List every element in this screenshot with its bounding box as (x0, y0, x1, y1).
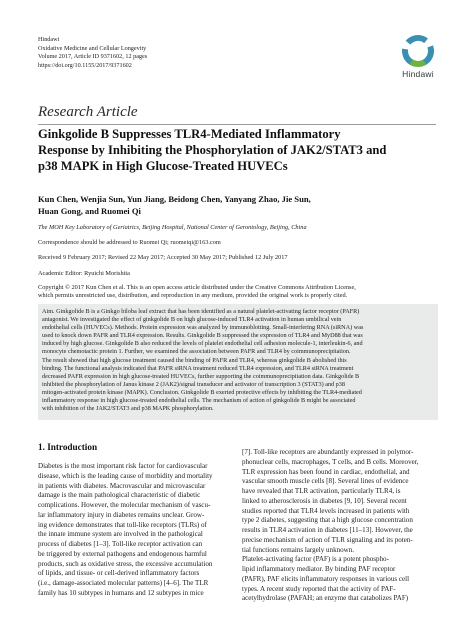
body-line: Platelet-activating factor (PAF) is a potent phospho- (242, 555, 389, 564)
body-line: precise mechanism of action of TLR signaling and its poten- (242, 535, 413, 544)
body-line: acetylhydrolase (PAFAH; an enzyme that catabolizes PAF) (242, 594, 409, 603)
body-line: [7]. Toll-like receptors are abundantly expressed in polymor- (242, 448, 414, 456)
title-line: Ginkgolide B Suppresses TLR4-Mediated Inflammatory (38, 127, 341, 141)
body-column-right (242, 448, 438, 604)
body-line: complications. However, the molecular mechanism of vascu- (38, 501, 211, 509)
body-line: (i.e., damage-associated molecular patterns) [4–6]. The TLR (38, 579, 209, 587)
body-line: phonuclear cells, macrophages, T cells, and B cells. Moreover, (242, 457, 419, 466)
body-line: types. A recent study reported that the activity of PAF- (242, 584, 396, 593)
publisher-name: Hindawi (38, 36, 60, 43)
title-line: p38 MAPK in High Glucose-Treated HUVECs (38, 159, 288, 173)
body-line: type 2 diabetes, suggesting that a high glucose concentration (242, 516, 413, 525)
academic-editor: Academic Editor: Ryuichi Morishita (38, 270, 130, 277)
body-line: products, such as oxidative stress, the excessive accumulation (38, 559, 213, 568)
title-line: Response by Inhibiting the Phosphorylation of JAK2/STAT3 and (38, 143, 387, 157)
section-heading: 1. Introduction (38, 442, 98, 452)
body-line: TLR expression has been found in cardiac, endothelial, and (242, 467, 410, 476)
abstract-line: used to knock down PAFR and TLR4 expression. Results. Ginkgolide B suppressed the expression of TLR4 and MyD88 that was (42, 332, 363, 340)
volume-info: Volume 2017, Article ID 9371602, 12 pages (38, 53, 148, 61)
body-line: family has 10 subtypes in humans and 12 subtypes in mice (38, 588, 204, 597)
journal-header (38, 36, 147, 70)
header-divider (38, 124, 436, 125)
body-line: Diabetes is the most important risk factor for cardiovascular (38, 462, 208, 470)
doi-link[interactable]: https://doi.org/10.1155/2017/9371602 (38, 61, 132, 69)
body-line: in patients with diabetes. Macrovascular and microvascular (38, 481, 206, 490)
body-line: tial functions remains largely unknown. (242, 545, 355, 554)
body-line: of lipids, and tissue- or cell-derived inflammatory factors (38, 569, 200, 578)
body-column-left (38, 462, 234, 599)
abstract-line: with inhibition of the JAK2/STAT3 and p38 MAPK phosphorylation. (42, 405, 214, 413)
hindawi-logo-wordmark: Hindawi (402, 69, 434, 79)
body-line: studies reported that TLR4 levels increased in patients with (242, 506, 410, 515)
abstract-line: decreased PAFR expression in high glucose-treated HUVECs, further supporting the coimmunoprecipitation data. Ginkgolide B (42, 372, 360, 380)
body-line: the innate immune system are involved in the pathological (38, 530, 203, 539)
authors-line: Kun Chen, Wenjia Sun, Yun Jiang, Beidong Chen, Yanyang Zhao, Jie Sun, (38, 194, 311, 204)
abstract-line: monocyte chemotactic protein 1. Further, we examined the association between PAFR and TLR4 by coimmunoprecipitation. (42, 348, 351, 356)
abstract-line: inhibited the phosphorylation of Janus kinase 2 (JAK2)/signal transducer and activator of transcription 3 (STAT3) and p38 (42, 380, 345, 388)
authors-line: Huan Gong, and Ruomei Qi (38, 206, 141, 216)
hindawi-logo-icon (401, 34, 435, 68)
body-line: damage is the main pathological characteristic of diabetic (38, 491, 201, 500)
body-line: vascular smooth muscle cells [8]. Several lines of evidence (242, 477, 409, 486)
body-line: be triggered by external pathogens and endogenous harmful (38, 549, 207, 558)
affiliation: The MOH Key Laboratory of Geriatrics, Beijing Hospital, National Center of Gerontology, Beijing, China (38, 224, 307, 231)
copyright-line: which permits unrestricted use, distribution, and reproduction in any medium, provided the original work is properly cited. (38, 292, 348, 300)
journal-name: Oxidative Medicine and Cellular Longevity (38, 44, 147, 52)
abstract-line: The result showed that high glucose treatment caused the binding of PAFR and TLR4, whereas ginkgolide B abolished this (42, 356, 347, 364)
abstract-line: induced by high glucose. Ginkgolide B also reduced the levels of platelet endothelial cell adhesion molecule-1, interleukin-6, and (42, 340, 363, 348)
copyright-notice (38, 284, 438, 301)
body-line: lar inflammatory injury in diabetes remains unclear. Grow- (38, 510, 205, 519)
article-title (38, 126, 438, 174)
article-type: Research Article (38, 104, 138, 120)
body-line: disease, which is the leading cause of morbidity and mortality (38, 471, 213, 480)
body-line: process of diabetes [1–3]. Toll-like receptor activation can (38, 540, 203, 548)
body-line: results in TLR4 activation in diabetes [11–13]. However, the (242, 526, 413, 534)
copyright-line: Copyright © 2017 Kun Chen et al. This is an open access article distributed under the Creative Commons Attribution License, (38, 284, 356, 291)
body-line: lipid inflammatory mediator. By binding PAF receptor (242, 565, 396, 573)
author-list (38, 193, 438, 217)
hindawi-logo (396, 34, 440, 84)
correspondence: Correspondence should be addressed to Ruomei Qi; ruomeiqi@163.com (38, 239, 221, 246)
body-line: have revealed that TLR activation, particularly TLR4, is (242, 487, 401, 495)
abstract-line: mitogen-activated protein kinase (MAPK). Conclusion. Ginkgolide B exerted protective effects by inhibiting the TLR4-mediated (42, 388, 362, 396)
abstract (42, 308, 435, 413)
abstract-line: binding. The functional analysis indicated that PAFR siRNA treatment reduced TLR4 expression, and TLR4 siRNA treatment (42, 364, 354, 372)
body-line: ing evidence demonstrates that toll-like receptors (TLRs) of (38, 520, 207, 529)
body-line: linked to atherosclerosis in diabetes [9, 10]. Several recent (242, 496, 407, 505)
publication-dates: Received 9 February 2017; Revised 22 May 2017; Accepted 30 May 2017; Published 12 July 2017 (38, 254, 288, 261)
abstract-line: Aim. Ginkgolide B is a Ginkgo biloba leaf extract that has been identified as a natural platelet-activating factor receptor (PAFR) (42, 308, 360, 315)
abstract-line: endothelial cells (HUVECs). Methods. Protein expression was analyzed by immunoblotting. Small-interfering RNA (siRNA) was (42, 324, 364, 332)
body-line: (PAFR), PAF elicits inflammatory responses in various cell (242, 574, 410, 583)
abstract-line: inflammatory response in high glucose-treated endothelial cells. The mechanism of action of ginkgolide B might be associated (42, 397, 356, 405)
abstract-line: antagonist. We investigated the effect of ginkgolide B on high glucose-induced TLR4 activation in human umbilical vein (42, 316, 342, 324)
